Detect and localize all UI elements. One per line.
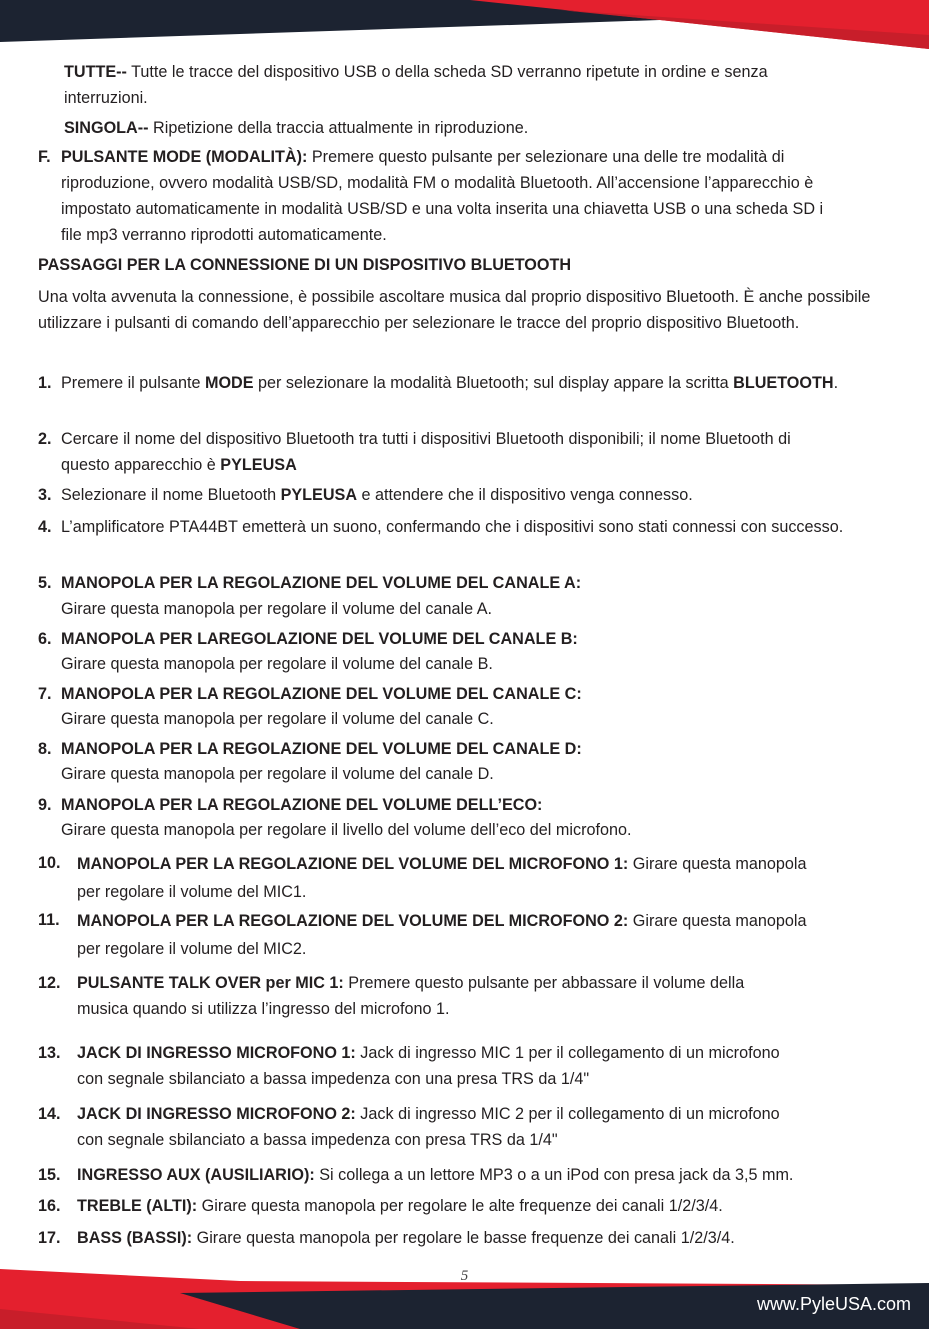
item-6-text: Girare questa manopola per regolare il volume del canale B. [61, 655, 493, 673]
item-17-text: Girare questa manopola per regolare le basse frequenze dei canali 1/2/3/4. [192, 1229, 735, 1247]
item-17 [77, 1225, 897, 1251]
item-7-text: Girare questa manopola per regolare il volume del canale C. [61, 710, 494, 728]
item-1-text-a: Premere il pulsante [61, 374, 205, 392]
bluetooth-intro: Una volta avvenuta la connessione, è possibile ascoltare musica dal proprio dispositivo Bluetooth. È anche possibile utilizzare i pulsanti di comando dell’apparecchio per selezionare le tracce del proprio dispositivo Bluetooth. [38, 288, 871, 332]
item-2-pyleusa: PYLEUSA [220, 456, 297, 474]
item-17-number: 17. [38, 1229, 61, 1247]
item-8-number: 8. [38, 740, 52, 758]
item-5-number: 5. [38, 574, 52, 592]
item-16-number: 16. [38, 1197, 61, 1215]
item-5-text: Girare questa manopola per regolare il volume del canale A. [61, 600, 493, 618]
item-3-number: 3. [38, 486, 52, 504]
item-14-title: JACK DI INGRESSO MICROFONO 2: [77, 1105, 356, 1123]
item-13-text: Jack di ingresso MIC 1 per il collegamento di un microfono con segnale sbilanciato a bassa impedenza con una presa TRS da 1/4" [77, 1044, 780, 1088]
item-13-number: 13. [38, 1044, 61, 1062]
item-16 [77, 1193, 897, 1219]
item-16-title: TREBLE (ALTI): [77, 1197, 198, 1215]
bluetooth-heading: PASSAGGI PER LA CONNESSIONE DI UN DISPOSITIVO BLUETOOTH [38, 256, 572, 274]
item-3-text-a: Selezionare il nome Bluetooth [61, 486, 281, 504]
item-11-text: Girare questa manopola per regolare il volume del MIC2. [77, 912, 807, 958]
item-7-title: MANOPOLA PER LA REGOLAZIONE DEL VOLUME DEL CANALE C: [61, 685, 582, 703]
item-6-number: 6. [38, 630, 52, 648]
repeat-tutte [64, 59, 824, 111]
item-1 [61, 370, 841, 396]
page-number: 5 [460, 1268, 469, 1284]
item-9-text: Girare questa manopola per regolare il livello del volume dell’eco del microfono. [61, 821, 632, 839]
item-14 [77, 1101, 797, 1153]
repeat-singola-label: SINGOLA-- [64, 119, 149, 137]
item-8-title: MANOPOLA PER LA REGOLAZIONE DEL VOLUME DEL CANALE D: [61, 740, 582, 758]
item-15-text: Si collega a un lettore MP3 o a un iPod con presa jack da 3,5 mm. [314, 1166, 794, 1184]
item-14-number: 14. [38, 1105, 61, 1123]
item-11 [77, 907, 817, 963]
item-17-title: BASS (BASSI): [77, 1229, 193, 1247]
item-4 [61, 514, 861, 540]
item-4-text: L’amplificatore PTA44BT emetterà un suono, confermando che i dispositivi sono stati connessi con successo. [61, 518, 844, 536]
item-f [61, 144, 831, 248]
top-decorative-band [0, 0, 929, 50]
item-13-title: JACK DI INGRESSO MICROFONO 1: [77, 1044, 356, 1062]
item-10-title: MANOPOLA PER LA REGOLAZIONE DEL VOLUME DEL MICROFONO 1: [77, 855, 629, 873]
item-12 [77, 970, 797, 1022]
repeat-singola [64, 115, 824, 141]
item-10 [77, 850, 817, 906]
item-15-title: INGRESSO AUX (AUSILIARIO): [77, 1166, 315, 1184]
item-14-text: Jack di ingresso MIC 2 per il collegamento di un microfono con segnale sbilanciato a bassa impedenza con presa TRS da 1/4" [77, 1105, 780, 1149]
item-3 [61, 482, 861, 508]
repeat-tutte-label: TUTTE-- [64, 63, 127, 81]
repeat-tutte-text: Tutte le tracce del dispositivo USB o della scheda SD verranno ripetute in ordine e senza interruzioni. [64, 63, 768, 107]
item-12-text: Premere questo pulsante per abbassare il volume della musica quando si utilizza l’ingresso del microfono 1. [77, 974, 745, 1018]
item-3-pyleusa: PYLEUSA [280, 486, 358, 504]
item-12-number: 12. [38, 974, 61, 992]
item-10-number: 10. [38, 854, 61, 872]
item-2-text: Cercare il nome del dispositivo Bluetooth tra tutti i dispositivi Bluetooth disponibili; il nome Bluetooth di questo apparecchio è [61, 430, 791, 474]
item-6-title: MANOPOLA PER LAREGOLAZIONE DEL VOLUME DEL CANALE B: [61, 630, 578, 648]
item-1-number: 1. [38, 374, 52, 392]
item-13 [77, 1040, 797, 1092]
item-11-title: MANOPOLA PER LA REGOLAZIONE DEL VOLUME DEL MICROFONO 2: [77, 912, 629, 930]
item-2 [61, 426, 841, 478]
item-3-text-b: e attendere che il dispositivo venga connesso. [357, 486, 693, 504]
item-f-marker: F. [38, 148, 51, 166]
item-1-text-c: . [833, 374, 839, 392]
item-f-title: PULSANTE MODE (MODALITÀ): [61, 148, 308, 166]
item-9-title: MANOPOLA PER LA REGOLAZIONE DEL VOLUME DELL’ECO: [61, 796, 543, 814]
item-12-title: PULSANTE TALK OVER per MIC 1: [77, 974, 344, 992]
item-1-text-b: per selezionare la modalità Bluetooth; sul display appare la scritta [253, 374, 734, 392]
item-7-number: 7. [38, 685, 52, 703]
website-link[interactable]: www.PyleUSA.com [756, 1294, 911, 1314]
item-4-number: 4. [38, 518, 52, 536]
item-9-number: 9. [38, 796, 52, 814]
item-15-number: 15. [38, 1166, 61, 1184]
item-1-mode: MODE [204, 374, 254, 392]
item-11-number: 11. [38, 911, 60, 929]
repeat-singola-text: Ripetizione della traccia attualmente in riproduzione. [148, 119, 529, 137]
item-5-title: MANOPOLA PER LA REGOLAZIONE DEL VOLUME DEL CANALE A: [61, 574, 582, 592]
item-2-number: 2. [38, 430, 52, 448]
item-10-text: Girare questa manopola per regolare il volume del MIC1. [77, 855, 807, 901]
item-8-text: Girare questa manopola per regolare il volume del canale D. [61, 765, 494, 783]
item-1-bluetooth: BLUETOOTH [733, 374, 834, 392]
item-f-text: Premere questo pulsante per selezionare una delle tre modalità di riproduzione, ovvero modalità USB/SD, modalità FM o modalità Bluetooth. All’accensione l’apparecchio è impostato automaticamente in modalità USB/SD e una volta inserita una chiavetta USB o una scheda SD i file mp3 verranno riprodotti automaticamente. [61, 148, 824, 244]
item-16-text: Girare questa manopola per regolare le alte frequenze dei canali 1/2/3/4. [197, 1197, 723, 1215]
item-15 [77, 1162, 897, 1188]
